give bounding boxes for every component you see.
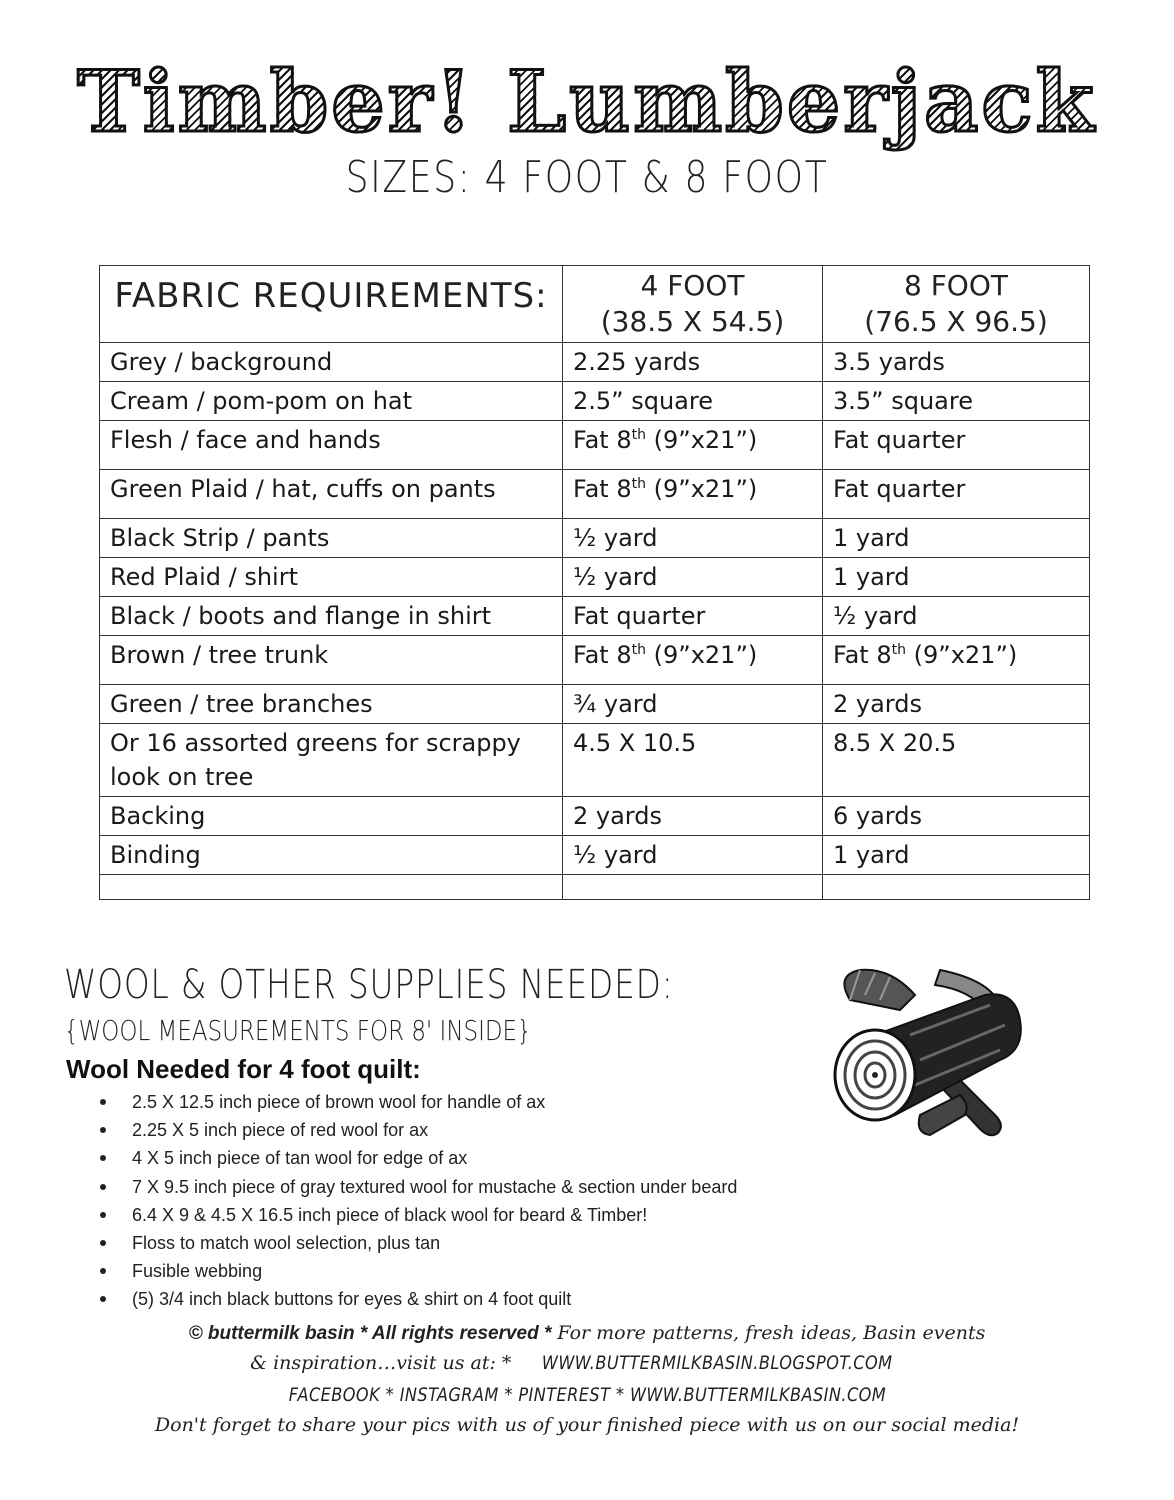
- value-text: Fat 8: [573, 475, 632, 503]
- list-item: 2.25 X 5 inch piece of red wool for ax: [96, 1116, 737, 1144]
- fabric-line: Or 16 assorted greens for scrappy: [110, 729, 521, 757]
- list-item: 4 X 5 inch piece of tan wool for edge of ax: [96, 1144, 737, 1172]
- wool-heading: Wool Needed for 4 foot quilt:: [66, 1054, 421, 1084]
- eight-foot-cell: 6 yards: [823, 797, 1090, 836]
- page-title: Timber! Lumberjack: [0, 52, 1174, 151]
- header-4-foot-label: 4 FOOT: [640, 269, 745, 302]
- fabric-cell: [100, 724, 563, 797]
- fabric-cell: Red Plaid / shirt: [100, 558, 563, 597]
- table-row: [100, 382, 1090, 421]
- list-item: 2.5 X 12.5 inch piece of brown wool for handle of ax: [96, 1088, 737, 1116]
- footer-line-2: [0, 1352, 1174, 1374]
- value-text: Fat 8: [573, 641, 632, 669]
- superscript: th: [891, 642, 906, 658]
- eight-foot-cell: 1 yard: [823, 519, 1090, 558]
- supplies-subheading: {WOOL MEASUREMENTS FOR 8' INSIDE}: [64, 1014, 532, 1047]
- list-item: (5) 3/4 inch black buttons for eyes & shirt on 4 foot quilt: [96, 1285, 737, 1313]
- table-row: [100, 519, 1090, 558]
- table-row: [100, 558, 1090, 597]
- fabric-cell: Grey / background: [100, 343, 563, 382]
- four-foot-cell: [563, 636, 823, 685]
- value-text: (9”x21”): [906, 641, 1018, 669]
- table-row: [100, 343, 1090, 382]
- eight-foot-cell: 3.5” square: [823, 382, 1090, 421]
- fabric-cell: Flesh / face and hands: [100, 421, 563, 470]
- fabric-cell: Green Plaid / hat, cuffs on pants: [100, 470, 563, 519]
- value-text: Fat 8: [833, 641, 892, 669]
- four-foot-cell: 2.25 yards: [563, 343, 823, 382]
- eight-foot-cell: ½ yard: [823, 597, 1090, 636]
- four-foot-cell: 4.5 X 10.5: [563, 724, 823, 797]
- header-fabric-requirements: FABRIC REQUIREMENTS:: [100, 266, 563, 343]
- list-item: 7 X 9.5 inch piece of gray textured wool for mustache & section under beard: [96, 1173, 737, 1201]
- value-text: (9”x21”): [646, 641, 758, 669]
- fabric-cell: Binding: [100, 836, 563, 875]
- axe-and-log-icon: [820, 965, 1030, 1150]
- inspiration-text: & inspiration…visit us at: *: [250, 1352, 512, 1374]
- copyright-text: © buttermilk basin * All rights reserved *: [188, 1323, 552, 1344]
- eight-foot-cell: 1 yard: [823, 558, 1090, 597]
- table-row: [100, 724, 1090, 797]
- eight-foot-cell: Fat quarter: [823, 421, 1090, 470]
- value-text: (9”x21”): [646, 426, 758, 454]
- header-4-foot: [563, 266, 823, 343]
- list-item: Fusible webbing: [96, 1257, 737, 1285]
- eight-foot-cell: Fat quarter: [823, 470, 1090, 519]
- table-row: [100, 470, 1090, 519]
- empty-cell: [823, 875, 1090, 900]
- four-foot-cell: 2 yards: [563, 797, 823, 836]
- table-row: [100, 797, 1090, 836]
- value-text: (9”x21”): [646, 475, 758, 503]
- table-row: [100, 636, 1090, 685]
- table-header-row: [100, 266, 1090, 343]
- sizes-line: SIZES: 4 FOOT & 8 FOOT: [345, 152, 829, 203]
- supplies-list: [96, 1088, 737, 1314]
- list-item: 6.4 X 9 & 4.5 X 16.5 inch piece of black wool for beard & Timber!: [96, 1201, 737, 1229]
- table-row: [100, 421, 1090, 470]
- table-row: [100, 836, 1090, 875]
- eight-foot-cell: 1 yard: [823, 836, 1090, 875]
- eight-foot-cell: 8.5 X 20.5: [823, 724, 1090, 797]
- four-foot-cell: 2.5” square: [563, 382, 823, 421]
- eight-foot-cell: 3.5 yards: [823, 343, 1090, 382]
- blog-link: WWW.BUTTERMILKBASIN.BLOGSPOT.COM: [542, 1352, 893, 1374]
- superscript: th: [631, 642, 646, 658]
- table-row: [100, 597, 1090, 636]
- fabric-line: look on tree: [110, 763, 254, 791]
- eight-foot-cell: 2 yards: [823, 685, 1090, 724]
- header-8-foot-label: 8 FOOT: [903, 269, 1008, 302]
- header-8-foot: [823, 266, 1090, 343]
- fabric-cell: Black / boots and flange in shirt: [100, 597, 563, 636]
- more-patterns-text: For more patterns, fresh ideas, Basin events: [551, 1322, 986, 1344]
- four-foot-cell: ¾ yard: [563, 685, 823, 724]
- empty-cell: [100, 875, 563, 900]
- eight-foot-cell: [823, 636, 1090, 685]
- footer-line-4: [0, 1414, 1174, 1436]
- four-foot-cell: ½ yard: [563, 558, 823, 597]
- four-foot-cell: ½ yard: [563, 836, 823, 875]
- four-foot-cell: Fat quarter: [563, 597, 823, 636]
- social-links: FACEBOOK * INSTAGRAM * PINTEREST * WWW.BUTTERMILKBASIN.COM: [288, 1384, 886, 1406]
- four-foot-cell: ½ yard: [563, 519, 823, 558]
- empty-cell: [563, 875, 823, 900]
- fabric-cell: Backing: [100, 797, 563, 836]
- table-row-empty: [100, 875, 1090, 900]
- footer-line-3: [0, 1384, 1174, 1406]
- fabric-cell: Cream / pom-pom on hat: [100, 382, 563, 421]
- footer-line-1: [0, 1322, 1174, 1345]
- share-text: Don't forget to share your pics with us of your finished piece with us on our social media!: [154, 1414, 1020, 1436]
- fabric-cell: Black Strip / pants: [100, 519, 563, 558]
- fabric-cell: Green / tree branches: [100, 685, 563, 724]
- supplies-heading: WOOL & OTHER SUPPLIES NEEDED:: [64, 962, 674, 1008]
- fabric-requirements-table: [99, 265, 1090, 900]
- four-foot-cell: [563, 421, 823, 470]
- table-row: [100, 685, 1090, 724]
- header-8-foot-dimensions: (76.5 X 96.5): [864, 305, 1048, 338]
- value-text: Fat 8: [573, 426, 632, 454]
- superscript: th: [631, 427, 646, 443]
- list-item: Floss to match wool selection, plus tan: [96, 1229, 737, 1257]
- superscript: th: [631, 476, 646, 492]
- four-foot-cell: [563, 470, 823, 519]
- header-4-foot-dimensions: (38.5 X 54.5): [600, 305, 785, 338]
- fabric-cell: Brown / tree trunk: [100, 636, 563, 685]
